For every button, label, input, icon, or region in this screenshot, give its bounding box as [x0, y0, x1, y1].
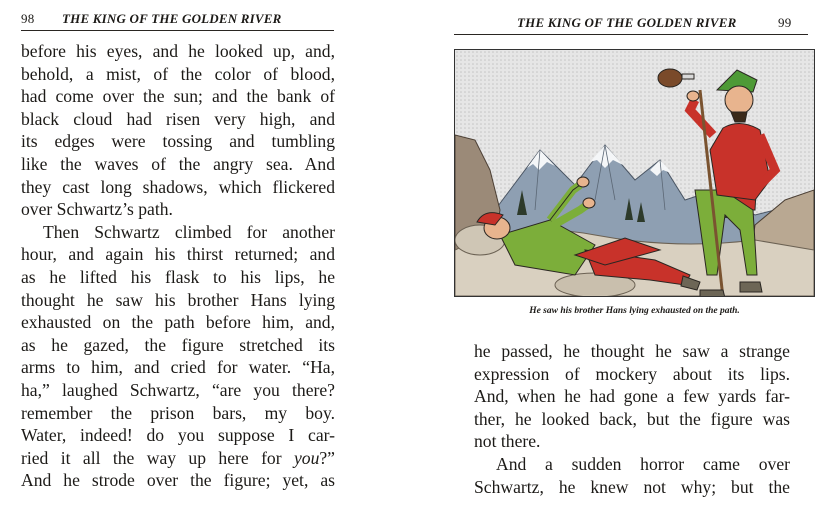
text-line: over Schwartz’s path. [21, 199, 173, 220]
italic-text-run: you [293, 447, 320, 468]
text-line: its edges were tossing and tumbling [21, 131, 335, 152]
text-line: he passed, he thought he saw a strange [474, 341, 790, 361]
right-page [414, 0, 828, 514]
left-running-title: THE KING OF THE GOLDEN RIVER [62, 11, 282, 26]
text-line: And he strode over the figure; yet, as [21, 470, 335, 491]
text-line: before his eyes, and he looked up, and, [21, 41, 335, 61]
right-page-number: 99 [778, 15, 792, 30]
text-line: as he gazed, the figure stretched its [21, 334, 335, 355]
right-running-title: THE KING OF THE GOLDEN RIVER [517, 15, 737, 30]
text-line: ha,” laughed Schwartz, “are you there? [21, 379, 335, 400]
left-header-rule [21, 30, 334, 31]
left-page-number: 98 [21, 11, 35, 26]
right-header-rule [454, 34, 808, 35]
text-line: And a sudden horror came over [496, 453, 790, 474]
text-run: ?” [319, 447, 335, 468]
text-line: Water, indeed! do you suppose I car- [21, 425, 335, 446]
left-body-text [21, 40, 335, 492]
text-run: ried it all the way up here for [21, 447, 294, 468]
text-line: like the waves of the angry sea. And [21, 153, 335, 174]
text-line: as he lifted his flask to his lips, he [21, 266, 335, 287]
text-line: hour, and again his thirst returned; and [21, 244, 335, 265]
illustration-caption: He saw his brother Hans lying exhausted on the path. [529, 306, 740, 316]
text-line: they cast long shadows, which flickered [21, 176, 335, 197]
text-line [21, 447, 335, 470]
text-line: arms to him, and cried for water. “Ha, [21, 357, 335, 378]
text-line: Schwartz, he knew not why; but the [474, 476, 790, 497]
text-line: behold, a mist, of the color of blood, [21, 63, 335, 84]
right-body-text [474, 340, 790, 498]
text-line: remember the prison bars, my boy. [21, 402, 335, 423]
illustration-art [455, 50, 814, 296]
illustration [454, 49, 815, 297]
text-line: had come over the sun; and the bank of [21, 86, 335, 107]
text-line: thought he saw his brother Hans lying [21, 289, 335, 310]
text-line: expression of mockery about its lips. [474, 363, 790, 384]
text-line: ther, he looked back, but the figure was [474, 408, 790, 429]
text-line: exhausted on the path before him, and, [21, 312, 335, 333]
text-line: Then Schwartz climbed for another [43, 221, 335, 242]
text-line: not there. [474, 431, 541, 452]
text-line: black cloud had risen very high, and [21, 108, 335, 129]
text-line: And, when he had gone a few yards far- [474, 386, 790, 407]
